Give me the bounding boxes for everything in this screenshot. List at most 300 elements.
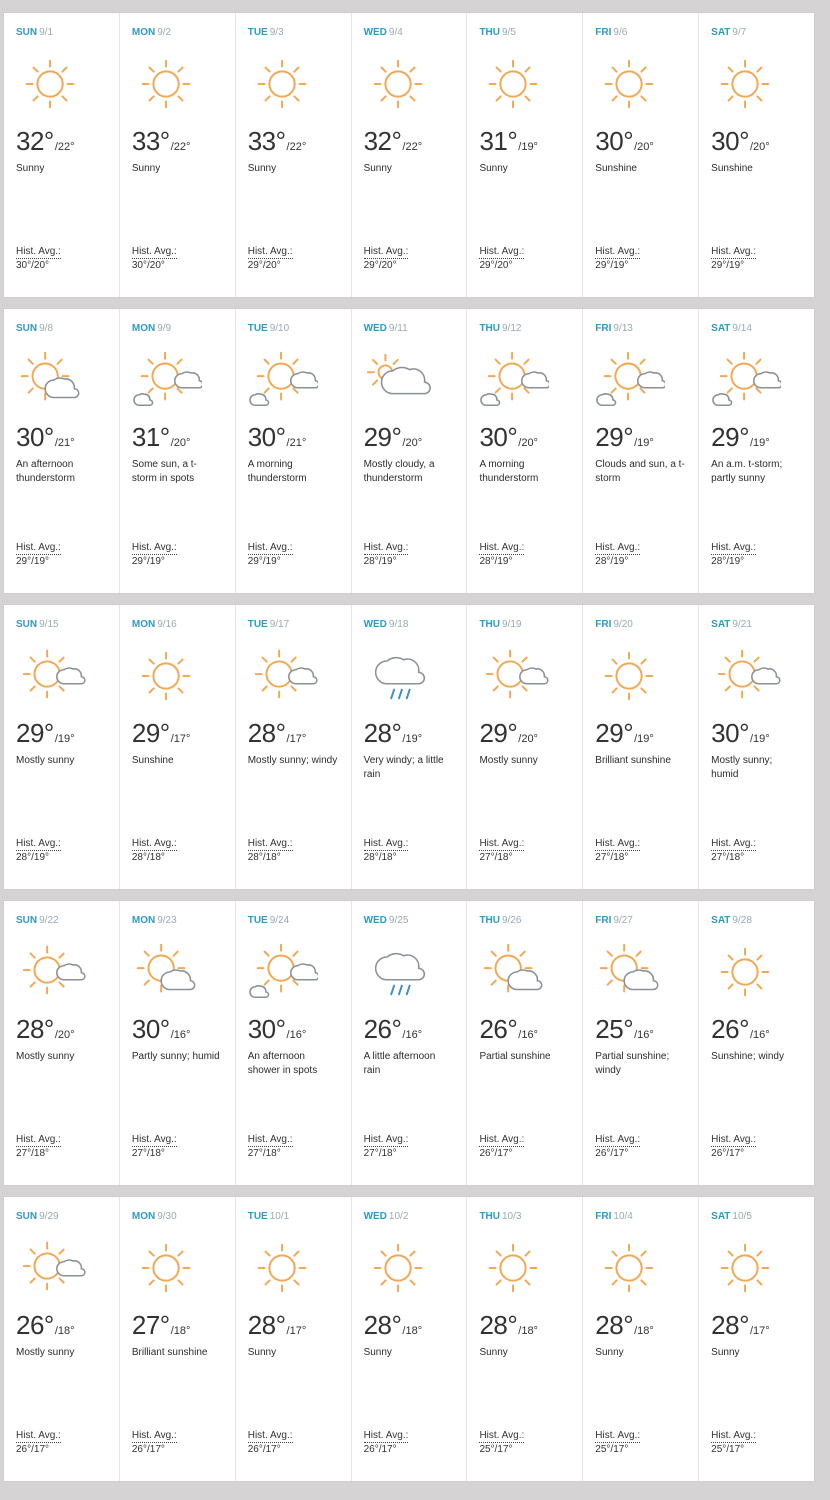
hist-avg-label[interactable]: Hist. Avg.: [711,246,756,257]
day-card[interactable] [467,309,583,593]
day-card[interactable] [352,1197,468,1481]
temperatures [248,422,351,454]
high-temp: 30° [247,1014,286,1044]
high-temp: 31° [479,126,518,156]
high-temp: 30° [131,1014,170,1044]
weather-phrase: Clouds and sun, a t-storm [595,459,685,484]
low-temp: /22° [402,141,423,153]
day-card[interactable] [4,13,120,297]
day-of-week: SUN [16,323,38,334]
day-card[interactable] [236,309,352,593]
day-card[interactable] [699,901,814,1185]
hist-avg-label[interactable]: Hist. Avg.: [595,838,641,849]
day-date: 9/14 [732,323,752,334]
week-row [4,901,814,1185]
high-temp: 26° [479,1014,518,1044]
hist-avg-value: 29°/19° [711,260,745,271]
day-header [132,1210,235,1224]
sun-two-clouds-icon [248,942,318,1002]
day-header [364,26,467,40]
high-temp: 26° [711,1014,749,1044]
temperatures [595,718,698,750]
weather-phrase: Mostly sunny [479,755,538,766]
day-card[interactable] [352,901,468,1185]
weather-phrase: Sunny [16,163,45,174]
day-card[interactable] [236,1197,352,1481]
hist-avg-label[interactable]: Hist. Avg.: [479,1134,525,1145]
weather-phrase: Sunny [479,1347,508,1358]
historical-average [16,1133,61,1161]
hist-avg-label[interactable]: Hist. Avg.: [595,1430,641,1441]
temperatures [16,1014,119,1046]
sun-big-cloud-icon [479,942,549,1002]
hist-avg-value: 26°/17° [711,1148,745,1159]
day-of-week: SUN [16,619,38,630]
weather-phrase: A morning thunderstorm [479,459,539,484]
hist-avg-value: 29°/20° [247,260,281,271]
low-temp: /20° [518,437,538,449]
day-card[interactable] [236,901,352,1185]
day-header [711,1210,814,1224]
hist-avg-label[interactable]: Hist. Avg.: [479,838,525,849]
hist-avg-value: 27°/18° [363,1148,397,1159]
day-of-week: SAT [711,619,731,630]
low-temp: /20° [634,141,654,153]
day-date: 10/4 [613,1211,633,1222]
day-card[interactable] [352,13,468,297]
hist-avg-label[interactable]: Hist. Avg.: [595,1134,641,1145]
day-card[interactable] [467,901,583,1185]
sun-big-cloud-icon [132,942,202,1002]
day-date: 9/30 [157,1211,177,1222]
historical-average [595,837,640,865]
hist-avg-label[interactable]: Hist. Avg.: [711,1134,756,1145]
temperatures [364,718,467,750]
high-temp: 28° [16,1014,54,1044]
day-date: 9/28 [732,915,752,926]
historical-average [16,1429,61,1457]
hist-avg-label[interactable]: Hist. Avg.: [131,542,177,553]
day-of-week: SAT [711,27,731,38]
historical-average [711,541,756,569]
day-card[interactable] [4,605,120,889]
high-temp: 29° [711,422,749,452]
high-temp: 30° [711,718,749,748]
sun-icon [364,54,434,114]
day-card[interactable] [4,901,120,1185]
day-card[interactable] [467,1197,583,1481]
historical-average [479,1133,524,1161]
high-temp: 32° [363,126,402,156]
day-header [479,914,582,928]
day-header [132,914,235,928]
day-header [595,618,698,632]
low-temp: /18° [54,1325,75,1337]
day-date: 9/16 [157,619,177,630]
day-card[interactable] [699,13,814,297]
hist-avg-label[interactable]: Hist. Avg.: [131,1430,177,1441]
day-header [16,914,119,928]
sun-icon [16,54,86,114]
historical-average [479,1429,524,1457]
hist-avg-label[interactable]: Hist. Avg.: [16,1430,61,1441]
day-of-week: SAT [711,1211,731,1222]
day-header [479,26,582,40]
hist-avg-label[interactable]: Hist. Avg.: [16,246,61,257]
hist-avg-label[interactable]: Hist. Avg.: [711,542,756,553]
day-of-week: FRI [595,27,612,38]
day-of-week: TUE [247,915,268,926]
day-header [16,26,119,40]
hist-avg-label[interactable]: Hist. Avg.: [711,1430,756,1441]
day-of-week: WED [363,619,387,630]
hist-avg-label[interactable]: Hist. Avg.: [247,1430,293,1441]
day-card[interactable] [4,1197,120,1481]
mostly-cloudy-icon [364,350,434,410]
hist-avg-value: 26°/17° [247,1444,281,1455]
temperatures [711,126,814,158]
day-header [364,618,467,632]
high-temp: 28° [247,1310,286,1340]
low-temp: /17° [170,733,191,745]
hist-avg-value: 25°/17° [711,1444,745,1455]
day-header [595,1210,698,1224]
historical-average [595,1133,640,1161]
low-temp: /16° [749,1029,770,1041]
low-temp: /18° [634,1325,654,1337]
day-card[interactable] [699,605,814,889]
weather-phrase: Partial sunshine [479,1051,551,1062]
day-date: 9/23 [157,915,177,926]
day-card[interactable] [120,605,236,889]
hist-avg-label[interactable]: Hist. Avg.: [247,1134,293,1145]
low-temp: /20° [518,733,538,745]
day-card[interactable] [583,1197,699,1481]
hist-avg-value: 29°/19° [247,556,281,567]
day-date: 9/5 [502,27,516,38]
temperatures [479,126,582,158]
day-card[interactable] [583,309,699,593]
hist-avg-label[interactable]: Hist. Avg.: [16,542,61,553]
day-date: 9/19 [502,619,522,630]
sun-two-clouds-icon [711,350,781,410]
historical-average [711,837,756,865]
day-header [248,1210,351,1224]
hist-avg-label[interactable]: Hist. Avg.: [131,1134,177,1145]
hist-avg-label[interactable]: Hist. Avg.: [247,542,293,553]
sun-small-cloud-icon [16,646,86,706]
hist-avg-value: 28°/19° [363,556,397,567]
day-card[interactable] [583,13,699,297]
sun-icon [132,646,202,706]
sun-small-cloud-icon [711,646,781,706]
low-temp: /20° [402,437,423,449]
temperatures [16,718,119,750]
hist-avg-label[interactable]: Hist. Avg.: [479,246,525,257]
hist-avg-label[interactable]: Hist. Avg.: [247,246,293,257]
hist-avg-value: 28°/19° [16,852,50,863]
low-temp: /16° [634,1029,654,1041]
week-row [4,1197,814,1481]
historical-average [711,1133,756,1161]
day-card[interactable] [352,309,468,593]
high-temp: 30° [711,126,749,156]
historical-average [248,1133,293,1161]
cloud-rain-icon [364,646,434,706]
day-of-week: MON [131,619,156,630]
month-forecast [4,13,814,1493]
day-of-week: SUN [16,1211,38,1222]
day-card[interactable] [120,13,236,297]
historical-average [364,837,409,865]
day-of-week: TUE [247,1211,268,1222]
day-date: 9/27 [613,915,633,926]
hist-avg-label[interactable]: Hist. Avg.: [363,246,409,257]
day-card[interactable] [583,901,699,1185]
low-temp: /18° [518,1325,538,1337]
temperatures [248,1310,351,1342]
cloud-rain-icon [364,942,434,1002]
sun-small-cloud-icon [479,646,549,706]
weather-phrase: Mostly cloudy, a thunderstorm [363,459,435,484]
low-temp: /19° [749,437,770,449]
day-date: 9/24 [269,915,290,926]
day-of-week: MON [131,1211,156,1222]
hist-avg-value: 26°/17° [16,1444,50,1455]
sun-two-clouds-icon [479,350,549,410]
weather-phrase: An afternoon thunderstorm [16,459,75,484]
day-date: 9/9 [157,323,172,334]
low-temp: /17° [286,733,307,745]
day-header [16,618,119,632]
sun-icon [479,1238,549,1298]
day-date: 9/17 [269,619,290,630]
day-of-week: FRI [595,1211,612,1222]
day-of-week: WED [363,323,387,334]
hist-avg-label[interactable]: Hist. Avg.: [16,838,61,849]
sun-big-cloud-icon [595,942,665,1002]
hist-avg-label[interactable]: Hist. Avg.: [479,1430,525,1441]
hist-avg-value: 27°/18° [131,1148,165,1159]
hist-avg-label[interactable]: Hist. Avg.: [363,1430,409,1441]
day-card[interactable] [120,1197,236,1481]
temperatures [16,126,119,158]
day-date: 9/4 [388,27,403,38]
day-header [595,26,698,40]
day-date: 9/20 [613,619,633,630]
low-temp: /19° [749,733,770,745]
temperatures [132,718,235,750]
low-temp: /22° [54,141,75,153]
temperatures [132,1310,235,1342]
day-of-week: SUN [16,915,38,926]
historical-average [132,245,177,273]
day-card[interactable] [236,605,352,889]
day-card[interactable] [352,605,468,889]
hist-avg-label[interactable]: Hist. Avg.: [16,1134,61,1145]
sun-icon [711,942,781,1002]
low-temp: /20° [749,141,770,153]
day-of-week: THU [479,1211,500,1222]
historical-average [16,541,61,569]
low-temp: /17° [749,1325,770,1337]
day-header [479,322,582,336]
hist-avg-value: 29°/20° [363,260,397,271]
hist-avg-value: 28°/19° [711,556,745,567]
day-date: 9/8 [39,323,54,334]
temperatures [595,126,698,158]
day-header [248,618,351,632]
day-header [132,618,235,632]
temperatures [595,422,698,454]
hist-avg-label[interactable]: Hist. Avg.: [363,542,409,553]
day-date: 9/1 [39,27,54,38]
hist-avg-value: 26°/17° [131,1444,165,1455]
day-date: 9/10 [269,323,290,334]
day-date: 10/5 [732,1211,752,1222]
weather-phrase: An a.m. t-storm; partly sunny [711,459,783,484]
hist-avg-label[interactable]: Hist. Avg.: [595,542,641,553]
day-card[interactable] [583,605,699,889]
low-temp: /16° [518,1029,538,1041]
hist-avg-label[interactable]: Hist. Avg.: [131,246,177,257]
sun-small-cloud-icon [16,1238,86,1298]
weather-phrase: Sunny [479,163,508,174]
day-date: 9/6 [613,27,628,38]
day-card[interactable] [4,309,120,593]
weather-phrase: Brilliant sunshine [595,755,671,766]
day-of-week: THU [479,27,500,38]
temperatures [132,422,235,454]
historical-average [364,245,409,273]
weather-phrase: Mostly sunny [16,1051,75,1062]
hist-avg-value: 26°/17° [363,1444,397,1455]
day-header [711,322,814,336]
day-of-week: SUN [16,27,38,38]
temperatures [364,1310,467,1342]
historical-average [595,1429,640,1457]
sun-icon [248,1238,318,1298]
high-temp: 30° [247,422,286,452]
weather-phrase: Sunny [595,1347,624,1358]
high-temp: 29° [363,422,402,452]
low-temp: /18° [402,1325,423,1337]
day-card[interactable] [699,309,814,593]
day-date: 10/3 [502,1211,522,1222]
day-date: 9/3 [269,27,284,38]
day-header [248,322,351,336]
high-temp: 25° [595,1014,634,1044]
historical-average [132,541,177,569]
high-temp: 28° [363,1310,402,1340]
weather-phrase: Some sun, a t-storm in spots [131,459,197,484]
high-temp: 30° [595,126,634,156]
sun-icon [595,54,665,114]
day-header [16,322,119,336]
hist-avg-value: 28°/18° [131,852,165,863]
low-temp: /19° [634,733,654,745]
day-date: 9/21 [732,619,752,630]
weather-phrase: Mostly sunny; windy [247,755,338,766]
weather-phrase: Sunshine; windy [711,1051,784,1062]
hist-avg-value: 30°/20° [131,260,165,271]
historical-average [248,837,293,865]
low-temp: /18° [170,1325,191,1337]
temperatures [711,1014,814,1046]
temperatures [595,1014,698,1046]
temperatures [711,718,814,750]
week-row [4,13,814,297]
day-card[interactable] [236,13,352,297]
temperatures [16,1310,119,1342]
high-temp: 33° [131,126,170,156]
hist-avg-label[interactable]: Hist. Avg.: [711,838,756,849]
day-header [711,26,814,40]
sun-icon [248,54,318,114]
day-of-week: TUE [247,27,268,38]
day-card[interactable] [467,13,583,297]
day-header [479,1210,582,1224]
weather-phrase: Sunny [131,163,161,174]
high-temp: 32° [16,126,54,156]
weather-phrase: A morning thunderstorm [247,459,307,484]
day-header [364,914,467,928]
day-header [132,322,235,336]
day-header [479,618,582,632]
high-temp: 30° [479,422,518,452]
day-date: 9/13 [613,323,633,334]
high-temp: 29° [131,718,170,748]
sun-icon [132,54,202,114]
day-card[interactable] [120,901,236,1185]
day-header [248,26,351,40]
day-header [595,914,698,928]
day-of-week: FRI [595,619,612,630]
weather-phrase: An afternoon shower in spots [247,1051,318,1076]
hist-avg-label[interactable]: Hist. Avg.: [131,838,177,849]
day-card[interactable] [699,1197,814,1481]
day-header [364,1210,467,1224]
temperatures [16,422,119,454]
historical-average [711,1429,756,1457]
day-card[interactable] [120,309,236,593]
hist-avg-label[interactable]: Hist. Avg.: [479,542,525,553]
low-temp: /22° [170,141,191,153]
hist-avg-value: 27°/18° [479,852,513,863]
day-of-week: WED [363,27,387,38]
hist-avg-label[interactable]: Hist. Avg.: [363,838,409,849]
historical-average [16,245,61,273]
hist-avg-value: 26°/17° [595,1148,629,1159]
weather-phrase: Sunshine [595,163,637,174]
high-temp: 27° [131,1310,170,1340]
day-of-week: WED [363,1211,387,1222]
hist-avg-value: 28°/18° [363,852,397,863]
high-temp: 29° [16,718,54,748]
weather-phrase: Sunny [363,1347,392,1358]
hist-avg-label[interactable]: Hist. Avg.: [363,1134,409,1145]
hist-avg-label[interactable]: Hist. Avg.: [247,838,293,849]
hist-avg-label[interactable]: Hist. Avg.: [595,246,641,257]
weather-phrase: Brilliant sunshine [131,1347,208,1358]
hist-avg-value: 29°/19° [131,556,165,567]
low-temp: /16° [170,1029,191,1041]
day-card[interactable] [467,605,583,889]
day-of-week: MON [131,915,156,926]
hist-avg-value: 29°/20° [479,260,513,271]
hist-avg-value: 27°/18° [595,852,629,863]
historical-average [595,245,640,273]
